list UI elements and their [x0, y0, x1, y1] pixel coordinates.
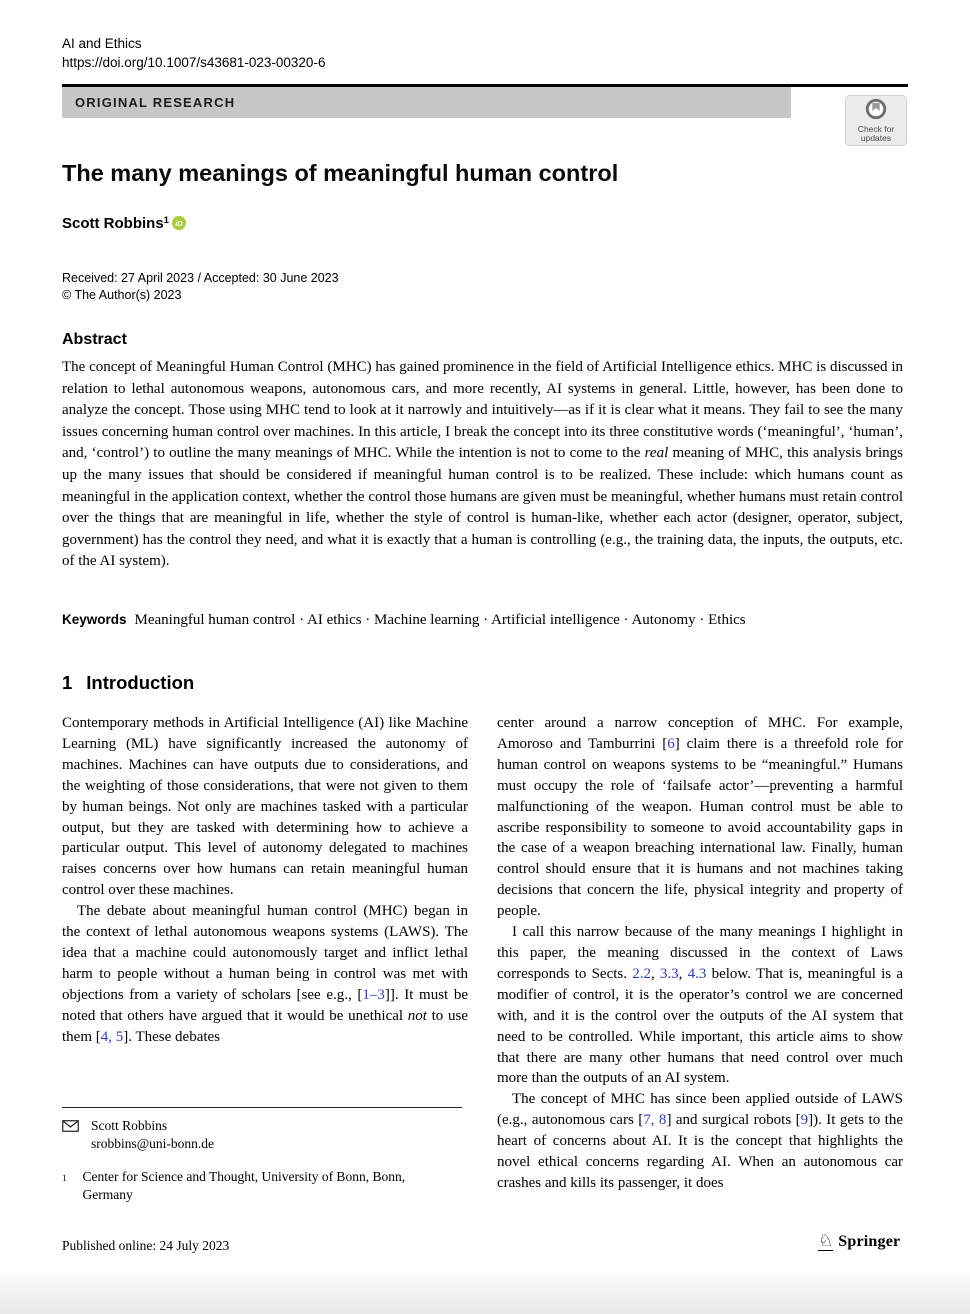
keywords-label: Keywords	[62, 612, 127, 627]
author-row	[62, 215, 186, 232]
citation-link[interactable]: 2.2	[632, 965, 651, 982]
section-heading-introduction	[62, 672, 194, 694]
publisher-logo	[818, 1233, 900, 1251]
paragraph	[497, 922, 903, 1089]
affiliation-block	[62, 1168, 454, 1204]
correspondence-block	[62, 1117, 462, 1153]
correspondence-text	[91, 1117, 214, 1153]
citation-link[interactable]: 1–3	[362, 986, 385, 1003]
text-segment: The concept of MHC has since been applied outside of LAWS (e.g., autonomous cars [	[497, 1091, 903, 1129]
paragraph	[62, 357, 903, 573]
affiliation-text: Center for Science and Thought, University of Bonn, Bonn, Germany	[82, 1169, 406, 1202]
article-type-banner: ORIGINAL RESEARCH	[62, 87, 791, 118]
orcid-icon[interactable]: iD	[172, 216, 186, 230]
text-segment: ,	[650, 965, 660, 982]
footnote-divider	[62, 1107, 462, 1108]
check-updates-label-line2: updates	[860, 133, 892, 143]
correspondence-name: Scott Robbins	[91, 1118, 168, 1133]
abstract-text	[62, 357, 903, 573]
correspondence-email[interactable]: srobbins@uni-bonn.de	[91, 1136, 215, 1151]
paragraph	[62, 713, 468, 901]
paragraph	[497, 1089, 903, 1194]
text-segment: ]). It gets to the heart of concerns about AI. It is the concept that highlights the novel ethical concerns regarding AI. When an autonomous car crashes and kills its passenger, it does	[497, 1112, 903, 1191]
abstract-heading: Abstract	[62, 331, 127, 348]
text-segment: The debate about meaningful human control (MHC) began in the context of lethal autonomous weapons systems (LAWS). The idea that a machine could autonomously target and inflict lethal harm to people without a human being in control was met with objections from a variety of scholars [see e.g., [	[62, 903, 468, 1003]
section-title: Introduction	[86, 672, 195, 693]
text-segment: ] and surgical robots [	[666, 1112, 801, 1129]
author-name[interactable]: Scott Robbins	[62, 215, 164, 232]
citation-link[interactable]: 7, 8	[643, 1112, 667, 1129]
keywords-row	[62, 612, 903, 629]
text-segment: I call this narrow because of the many meanings I highlight in this paper, the meaning discussed in the context of Laws corresponds to Sects.	[497, 924, 903, 982]
crossmark-icon	[865, 98, 887, 125]
text-segment: ]]. It must be noted that others have argued that it would be unethical	[62, 986, 468, 1024]
body-column-left	[62, 713, 468, 1048]
text-segment: below. That is, meaningful is a modifier of control, it is the operator’s control we are concerned with, and it is the control over the outputs of the AI system that need to be controlled. While important, this article aims to show that there are many other humans that need control over much more than the outputs of an AI system.	[497, 965, 904, 1087]
springer-knight-icon: ♘	[818, 1231, 834, 1251]
copyright-notice: © The Author(s) 2023	[62, 288, 182, 302]
citation-link[interactable]: 4.3	[687, 965, 707, 982]
citation-link[interactable]: 3.3	[659, 965, 679, 982]
page-title: The many meanings of meaningful human control	[62, 160, 619, 186]
doi-link[interactable]: https://doi.org/10.1007/s43681-023-00320-6	[62, 55, 326, 70]
paragraph	[62, 901, 468, 1047]
text-segment: ,	[678, 965, 688, 982]
publisher-name: Springer	[838, 1233, 901, 1250]
text-segment: to use them [	[62, 1007, 468, 1045]
text-segment: Contemporary methods in Artificial Intelligence (AI) like Machine Learning (ML) have significantly increased the autonomy of machines. Machines can have outputs due to considerations, and the weighting of those considerations, that were not given to them by human beings. Not only are machines tasked with a particular output, but they are tasked with determining how to achieve a particular output. This level of autonomy delegated to machines raises concerns over how humans can retain meaningful human control over these machines.	[62, 715, 468, 899]
text-segment: meaning of MHC, this analysis brings up the many issues that should be considered if meaningful human control is to be realized. These include: which humans count as meaningful in the application context, whether the control those humans are given must be meaningful, whether humans must retain control over the things that are meaningful in life, whether the style of control is human-like, whether each actor (designer, operator, subject, government) has the control they need, and what it is exactly that a human is controlling (e.g., the training data, the inputs, the outputs, etc. of the AI system).	[62, 445, 903, 570]
author-affiliation-marker: 1	[163, 215, 169, 226]
text-segment: center around a narrow conception of MHC. For example, Amoroso and Tamburrini [	[497, 715, 903, 752]
affiliation-marker: 1	[62, 1173, 67, 1183]
citation-link[interactable]: 4, 5	[100, 1028, 124, 1045]
page-bottom-shadow	[0, 1270, 970, 1314]
italic-text: not	[407, 1007, 427, 1024]
keywords-list: Meaningful human control · AI ethics · Machine learning · Artificial intelligence · Autonomy · Ethics	[134, 612, 746, 628]
paragraph	[497, 713, 903, 922]
text-segment: The concept of Meaningful Human Control (MHC) has gained prominence in the field of Artificial Intelligence ethics. MHC is discussed in relation to lethal autonomous weapons, autonomous cars, and more recently, AI systems in general. Little, however, has been done to analyze the concept. Those using MHC tend to look at it narrowly and intuitively—as if it is clear what it means. They fail to see the many issues concerning human control over machines. In this article, I break the concept into its three constitutive words (‘meaningful’, ‘human’, and, ‘control’) to outline the many meanings of MHC. While the intention is not to come to the	[62, 359, 903, 462]
text-segment: ] claim there is a threefold role for human control on weapons systems to be “meaningful.” Humans must occupy the role of ‘failsafe actor’—preventing a harmful malfunctioning of the weapon. Human control must be able to ascribe responsibility to someone to avoid accountability gaps in the case of a weapon breaching international law. Finally, human control should ensure that it is humans and not machines taking decisions that concern the life, physical integrity and property of people.	[497, 735, 904, 920]
published-online-date: Published online: 24 July 2023	[62, 1238, 230, 1253]
envelope-icon	[62, 1119, 79, 1153]
received-accepted-dates: Received: 27 April 2023 / Accepted: 30 June 2023	[62, 271, 339, 285]
citation-link[interactable]: 6	[667, 735, 675, 752]
check-for-updates-badge[interactable]	[845, 95, 907, 146]
check-updates-label-line1: Check for	[857, 123, 895, 134]
section-number: 1	[62, 672, 73, 693]
italic-text: real	[644, 445, 669, 462]
body-column-right	[497, 713, 903, 1194]
text-segment: ]. These debates	[123, 1028, 221, 1045]
journal-name: AI and Ethics	[62, 36, 142, 51]
citation-link[interactable]: 9	[800, 1112, 809, 1129]
